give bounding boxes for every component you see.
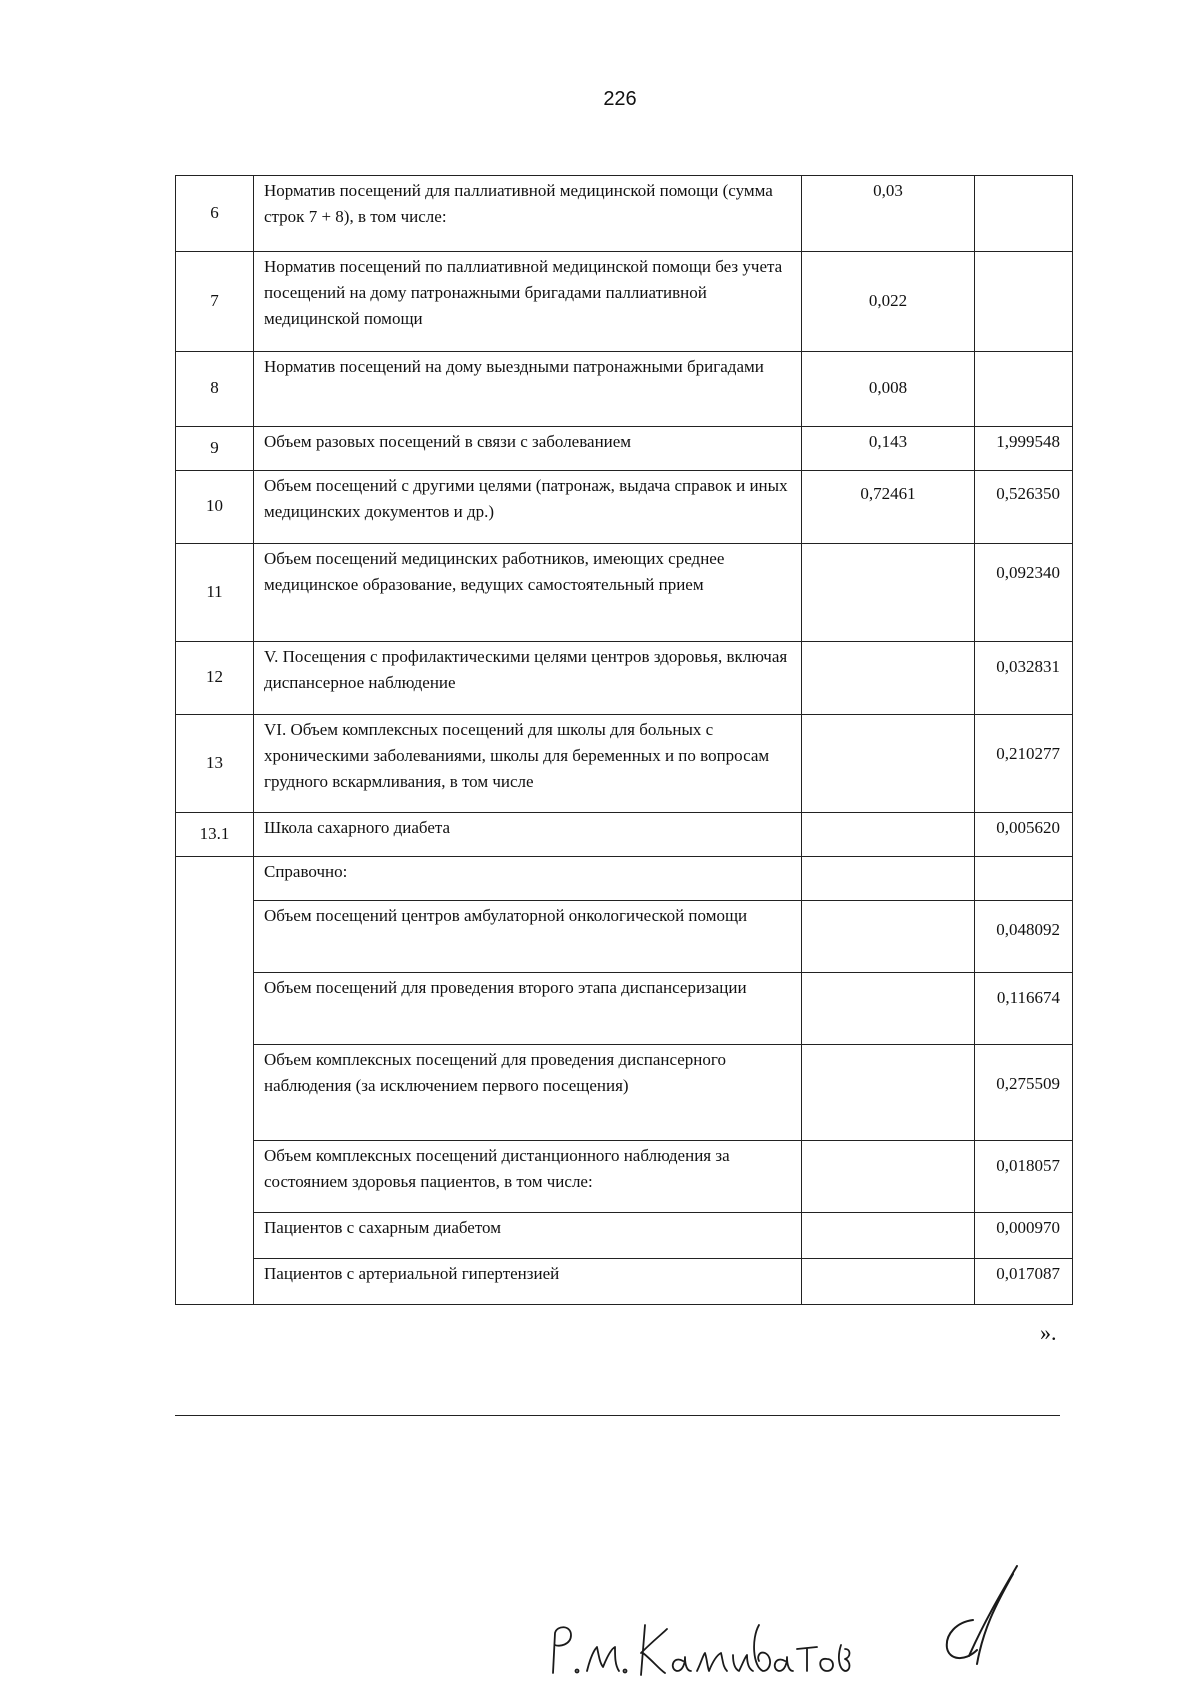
empty-cell xyxy=(802,1213,975,1259)
table-row xyxy=(176,1045,1073,1141)
row-value-1: 0,143 xyxy=(802,427,975,471)
reference-value: 0,018057 xyxy=(975,1141,1073,1213)
reference-text: Пациентов с артериальной гипертензией xyxy=(254,1259,802,1305)
empty-cell xyxy=(802,1259,975,1305)
row-text: Норматив посещений для паллиативной медицинской помощи (сумма строк 7 + 8), в том числе: xyxy=(254,176,802,252)
row-text: Норматив посещений на дому выездными патронажными бригадами xyxy=(254,352,802,427)
table-row xyxy=(176,471,1073,544)
row-text: Норматив посещений по паллиативной медицинской помощи без учета посещений на дому патронажными бригадами паллиативной медицинской помощи xyxy=(254,252,802,352)
row-text: Объем посещений медицинских работников, имеющих среднее медицинское образование, ведущих самостоятельный прием xyxy=(254,544,802,642)
table-row xyxy=(176,715,1073,813)
row-number: 13 xyxy=(176,715,254,813)
reference-heading: Справочно: xyxy=(254,857,802,901)
reference-value: 0,000970 xyxy=(975,1213,1073,1259)
row-value-2: 0,032831 xyxy=(975,642,1073,715)
empty-cell xyxy=(802,857,975,901)
row-number: 12 xyxy=(176,642,254,715)
handwritten-signature-name xyxy=(545,1605,855,1685)
reference-value: 0,275509 xyxy=(975,1045,1073,1141)
row-value-1: 0,72461 xyxy=(802,471,975,544)
row-value-2: 1,999548 xyxy=(975,427,1073,471)
table-row xyxy=(176,973,1073,1045)
reference-text: Пациентов с сахарным диабетом xyxy=(254,1213,802,1259)
reference-value: 0,048092 xyxy=(975,901,1073,973)
row-value-1 xyxy=(802,715,975,813)
page-number: 226 xyxy=(603,88,637,110)
row-text: Школа сахарного диабета xyxy=(254,813,802,857)
table-row xyxy=(176,544,1073,642)
table-row xyxy=(176,1259,1073,1305)
table-row xyxy=(176,901,1073,973)
empty-cell xyxy=(975,857,1073,901)
empty-cell xyxy=(802,1045,975,1141)
reference-value: 0,116674 xyxy=(975,973,1073,1045)
row-value-2 xyxy=(975,176,1073,252)
table-row xyxy=(176,642,1073,715)
table-row xyxy=(176,1141,1073,1213)
reference-text: Объем посещений центров амбулаторной онкологической помощи xyxy=(254,901,802,973)
row-value-1: 0,03 xyxy=(802,176,975,252)
row-number: 10 xyxy=(176,471,254,544)
table-row xyxy=(176,352,1073,427)
row-number: 6 xyxy=(176,176,254,252)
row-value-1 xyxy=(802,544,975,642)
row-value-2: 0,526350 xyxy=(975,471,1073,544)
row-number: 7 xyxy=(176,252,254,352)
reference-text: Объем комплексных посещений дистанционного наблюдения за состоянием здоровья пациентов, в том числе: xyxy=(254,1141,802,1213)
row-number: 8 xyxy=(176,352,254,427)
handwritten-signature-mark xyxy=(925,1560,1035,1670)
row-value-1 xyxy=(802,642,975,715)
table-row xyxy=(176,1213,1073,1259)
row-value-2 xyxy=(975,252,1073,352)
reference-text: Объем комплексных посещений для проведения диспансерного наблюдения (за исключением первого посещения) xyxy=(254,1045,802,1141)
footer-divider xyxy=(175,1415,1060,1416)
table-row xyxy=(176,857,1073,901)
reference-number-cell xyxy=(176,857,254,1305)
reference-value: 0,017087 xyxy=(975,1259,1073,1305)
closing-quote: ». xyxy=(1040,1320,1057,1345)
table-row xyxy=(176,427,1073,471)
row-value-2: 0,092340 xyxy=(975,544,1073,642)
row-number: 13.1 xyxy=(176,813,254,857)
row-value-1: 0,008 xyxy=(802,352,975,427)
table-row xyxy=(176,252,1073,352)
reference-text: Объем посещений для проведения второго этапа диспансеризации xyxy=(254,973,802,1045)
table-row xyxy=(176,813,1073,857)
row-text: Объем разовых посещений в связи с заболеванием xyxy=(254,427,802,471)
row-value-2: 0,210277 xyxy=(975,715,1073,813)
empty-cell xyxy=(802,901,975,973)
empty-cell xyxy=(802,1141,975,1213)
row-value-1: 0,022 xyxy=(802,252,975,352)
row-text: Объем посещений с другими целями (патронаж, выдача справок и иных медицинских документов и др.) xyxy=(254,471,802,544)
row-value-2: 0,005620 xyxy=(975,813,1073,857)
row-text: V. Посещения с профилактическими целями центров здоровья, включая диспансерное наблюдение xyxy=(254,642,802,715)
row-number: 11 xyxy=(176,544,254,642)
row-value-2 xyxy=(975,352,1073,427)
row-value-1 xyxy=(802,813,975,857)
row-text: VI. Объем комплексных посещений для школы для больных с хроническими заболеваниями, школы для беременных и по вопросам грудного вскармливания, в том числе xyxy=(254,715,802,813)
norms-table xyxy=(175,175,1073,1305)
table-row xyxy=(176,176,1073,252)
empty-cell xyxy=(802,973,975,1045)
row-number: 9 xyxy=(176,427,254,471)
